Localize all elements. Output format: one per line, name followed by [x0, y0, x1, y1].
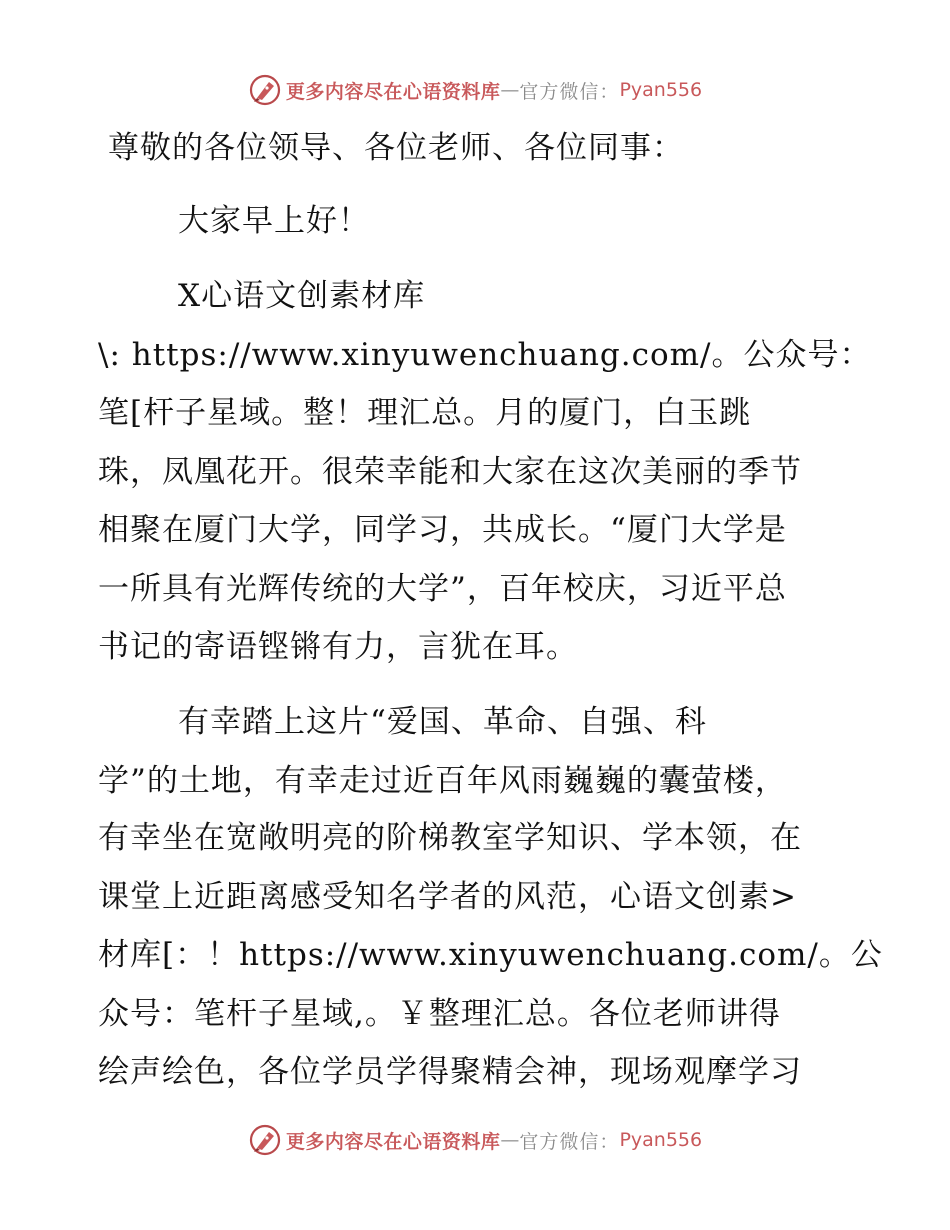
- banner-wechat-id: Pyan556: [619, 1129, 703, 1151]
- body-line: 有幸坐在宽敞明亮的阶梯教室学知识、学本领，在: [98, 820, 802, 856]
- header-watermark-banner: [0, 70, 950, 110]
- body-line: 有幸踏上这片“爱国、革命、自强、科: [178, 704, 707, 740]
- body-line: X心语文创素材库: [178, 278, 426, 314]
- greeting-line: 大家早上好！: [178, 203, 370, 239]
- banner-dash: —: [500, 79, 520, 101]
- banner-wechat-label: 官方微信：: [519, 1130, 620, 1153]
- banner-title: 更多内容尽在心语资料库: [285, 1130, 501, 1153]
- body-line: 绘声绘色，各位学员学得聚精会神，现场观摩学习: [98, 1054, 802, 1090]
- body-line: 学”的土地，有幸走过近百年风雨巍巍的囊萤楼，: [98, 763, 787, 799]
- salutation-line: 尊敬的各位领导、各位老师、各位同事：: [108, 130, 684, 166]
- banner-dash: —: [500, 1129, 520, 1151]
- body-line: 众号：笔杆子星域,。￥整理汇总。各位老师讲得: [98, 996, 781, 1032]
- body-line: \: https://www.xinyuwenchuang.com/。公众号：: [98, 337, 872, 373]
- banner-title: 更多内容尽在心语资料库: [285, 80, 501, 103]
- body-line: 材库[：！https://www.xinyuwenchuang.com/。公: [98, 937, 883, 973]
- pen-nib-logo-icon: [248, 73, 282, 107]
- body-line: 书记的寄语铿锵有力，言犹在耳。: [98, 629, 578, 665]
- body-line: 课堂上近距离感受知名学者的风范，心语文创素>: [98, 879, 797, 915]
- banner-wechat-id: Pyan556: [619, 79, 703, 101]
- body-line: 相聚在厦门大学，同学习，共成长。“厦门大学是: [98, 512, 787, 548]
- footer-watermark-banner: [0, 1120, 950, 1160]
- banner-wechat-label: 官方微信：: [519, 80, 620, 103]
- pen-nib-logo-icon: [248, 1123, 282, 1157]
- body-line: 笔[杆子星域。整！理汇总。月的厦门，白玉跳: [98, 395, 752, 431]
- body-line: 珠，凤凰花开。很荣幸能和大家在这次美丽的季节: [98, 454, 802, 490]
- body-line: 一所具有光辉传统的大学”，百年校庆，习近平总: [98, 571, 787, 607]
